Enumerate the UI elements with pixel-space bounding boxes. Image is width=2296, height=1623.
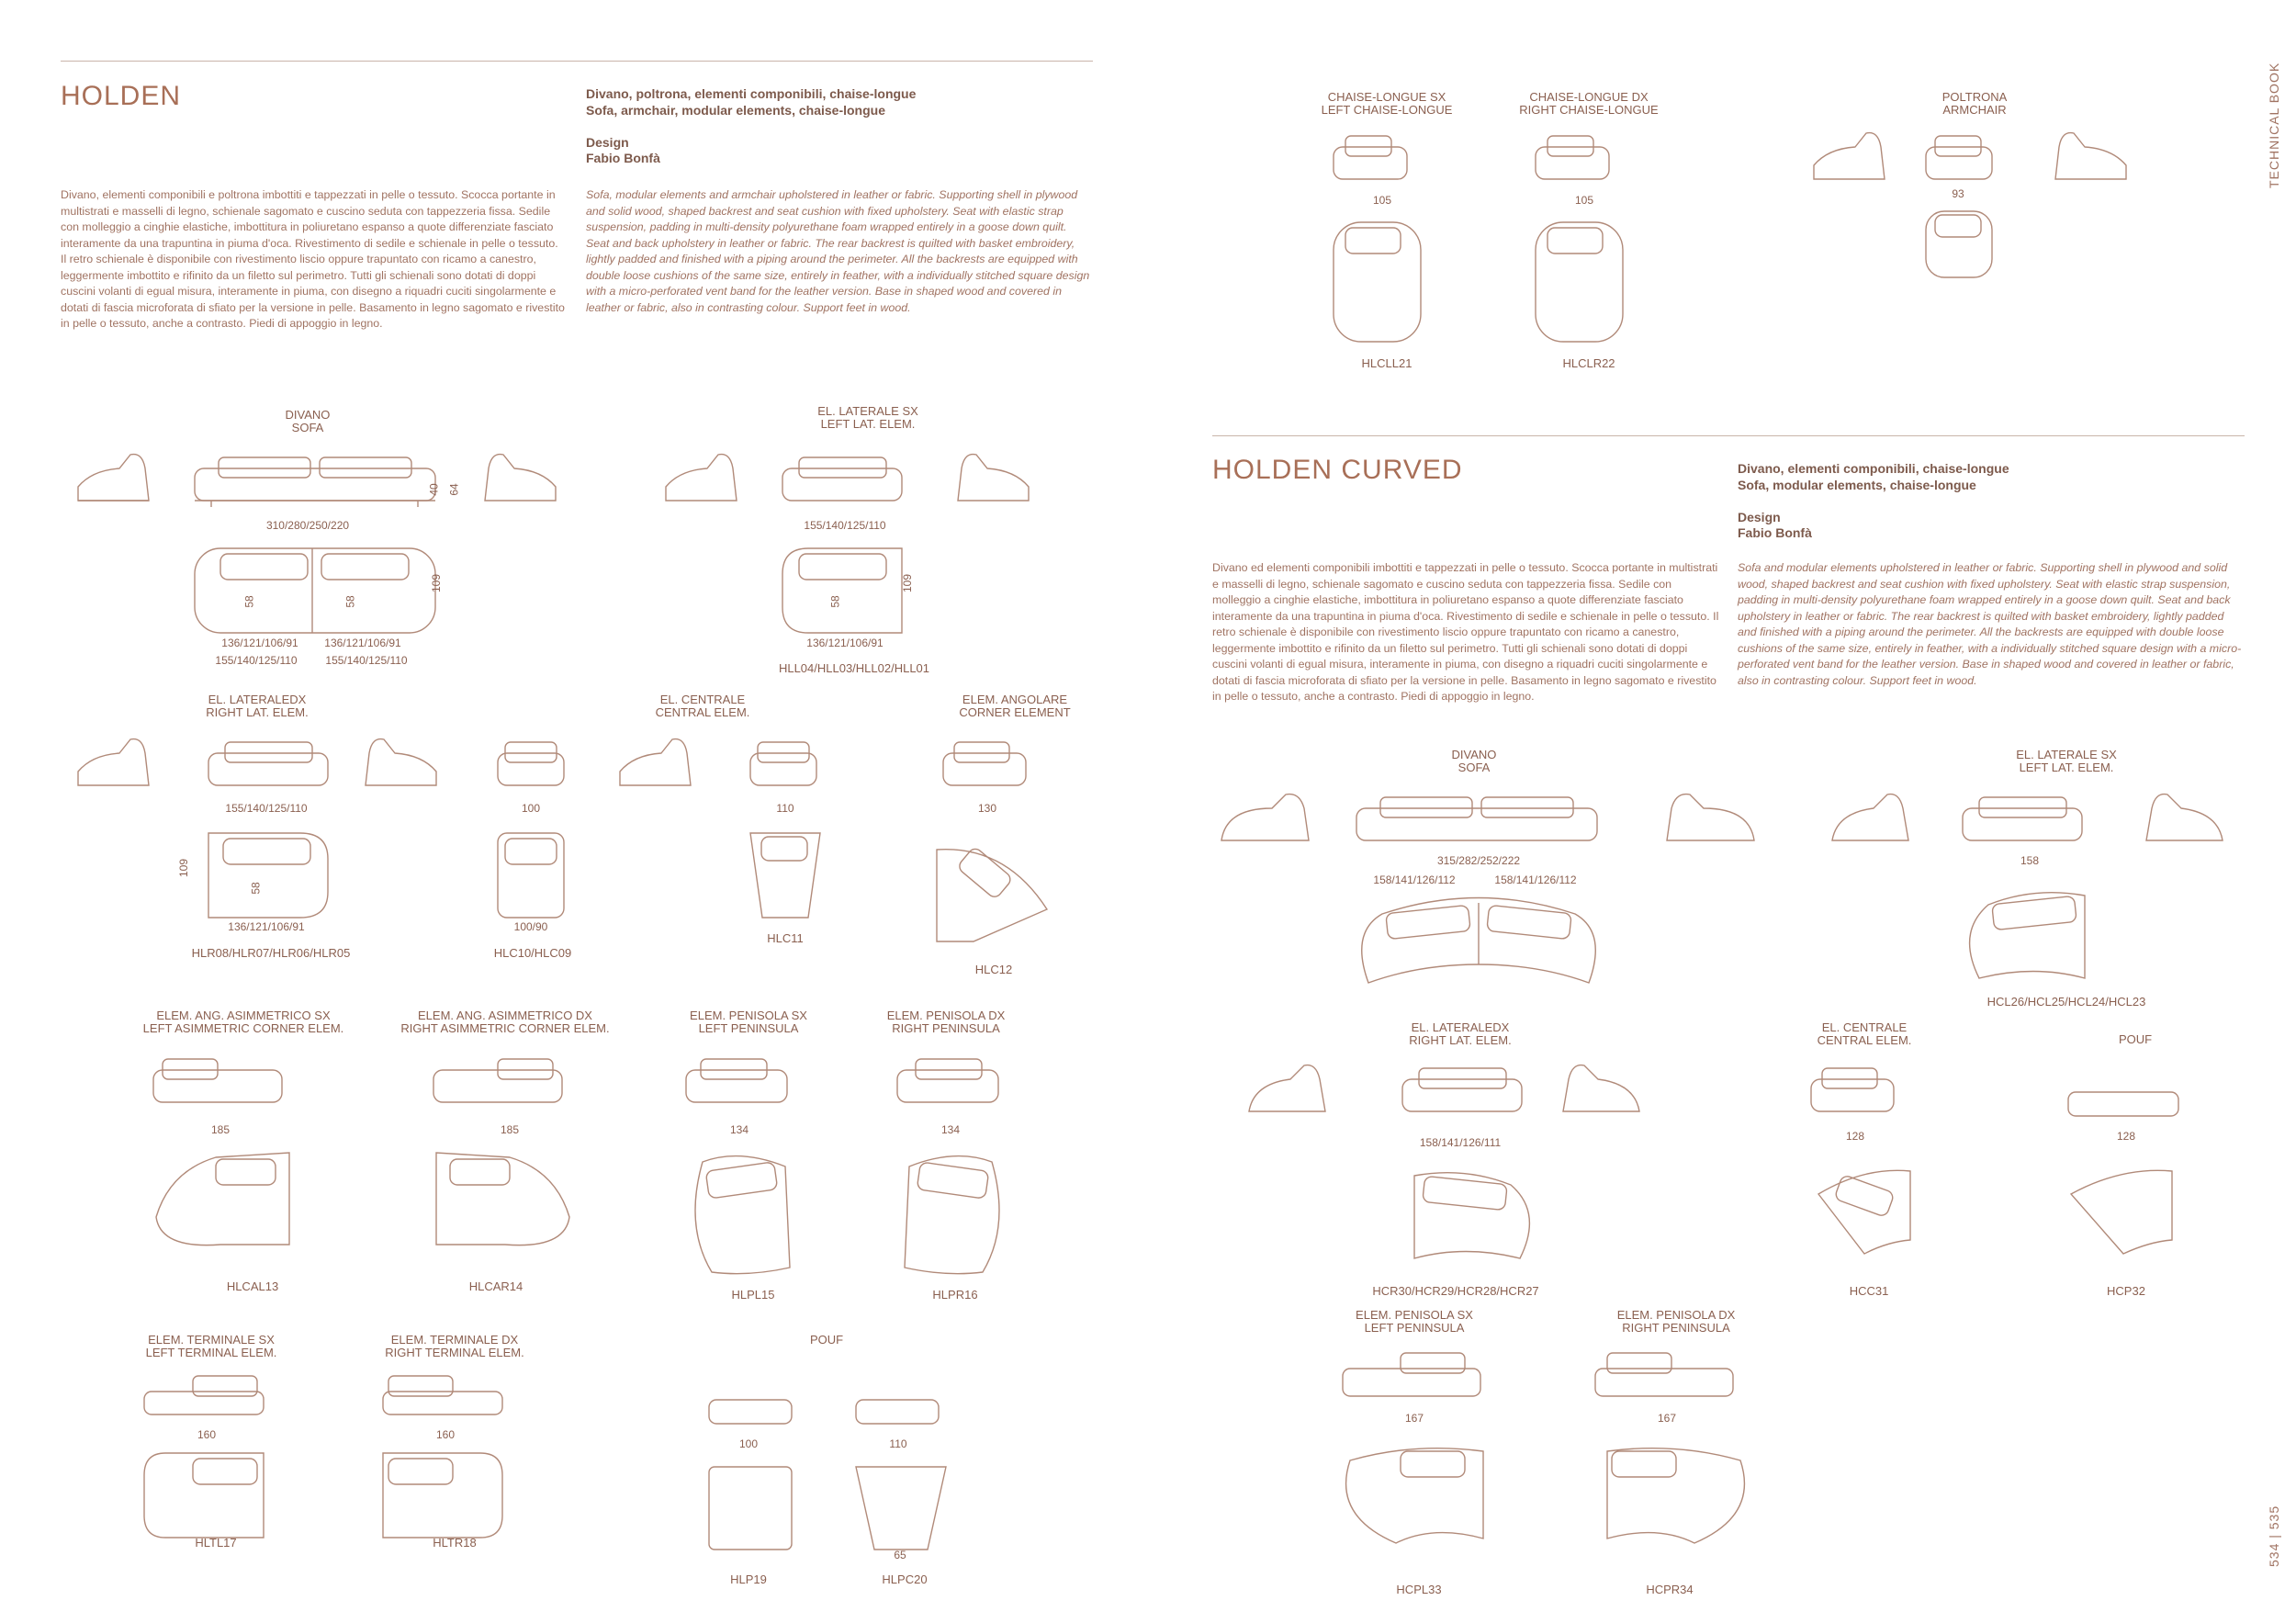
product-title-asym-right: ELEM. ANG. ASIMMETRICO DX RIGHT ASIMMETRIC CORNER ELEM.	[400, 1009, 610, 1035]
product-title-right-lat: EL. LATERALEDX RIGHT LAT. ELEM.	[206, 693, 309, 719]
code-curved-pouf: HCP32	[2107, 1284, 2145, 1298]
curved-left-lat-side-drawing	[1828, 790, 1919, 854]
armchair-front-drawing	[1924, 129, 1998, 193]
curved-sofa-side-drawing	[1217, 790, 1327, 854]
curved-right-lat-plan-drawing	[1401, 1167, 1538, 1268]
dim-curved-sofa-seat-a: 158/141/126/112	[1373, 873, 1456, 886]
design-label: Design	[586, 135, 629, 150]
pouf-wedge-plan-drawing	[854, 1465, 955, 1557]
terminal-left-front-drawing	[142, 1369, 271, 1424]
asym-left-plan-drawing	[152, 1148, 298, 1258]
dim-central-width: 100	[521, 802, 541, 815]
sofa-plan-drawing	[193, 547, 444, 638]
dim-curved-pouf-width: 128	[2116, 1130, 2136, 1143]
code-hlc11: HLC11	[767, 931, 804, 945]
terminal-right-front-drawing	[381, 1369, 510, 1424]
dim-sofa-h64: 64	[447, 483, 461, 496]
peninsula-left-front-drawing	[684, 1052, 794, 1116]
code-peninsula-left: HLPL15	[731, 1288, 775, 1302]
dim-sofa-depth-b: 58	[343, 595, 357, 608]
left-lat-front-drawing	[781, 450, 909, 514]
dim-central-wedge-width: 110	[776, 802, 794, 815]
dim-sofa-seat-b: 136/121/106/91	[324, 637, 401, 649]
code-pouf-wedge: HLPC20	[882, 1572, 928, 1586]
product-title-central: EL. CENTRALE CENTRAL ELEM.	[655, 693, 750, 719]
code-right-lat: HLR08/HLR07/HLR06/HLR05	[191, 946, 351, 960]
armchair-side2-drawing	[2048, 129, 2131, 193]
code-terminal-right: HLTR18	[433, 1536, 477, 1550]
dim-curved-sofa-width: 315/282/252/222	[1436, 854, 1521, 867]
dim-chaise-right-width: 105	[1574, 194, 1594, 207]
curved-left-lat-side2-drawing	[2135, 790, 2227, 854]
page-title-holden-curved: HOLDEN CURVED	[1212, 455, 1463, 485]
designer-name: Fabio Bonfà	[586, 151, 660, 165]
product-title-curved-sofa: DIVANO SOFA	[1451, 748, 1497, 774]
terminal-left-plan-drawing	[142, 1451, 271, 1543]
dim-sofa-depth-109: 109	[430, 573, 444, 593]
code-terminal-left: HLTL17	[195, 1536, 237, 1550]
code-curved-right-lat: HCR30/HCR29/HCR28/HCR27	[1372, 1284, 1539, 1298]
armchair-side-drawing	[1809, 129, 1892, 193]
subtitle-en-curved: Sofa, modular elements, chaise-longue	[1738, 478, 1976, 492]
curved-pouf-front-drawing	[2066, 1088, 2186, 1125]
dim-pouf-110: 110	[889, 1437, 907, 1450]
right-lat-plan-drawing	[207, 831, 335, 923]
left-lat-side2-drawing	[951, 450, 1033, 514]
sofa-side-left-drawing	[73, 450, 156, 514]
dim-curved-peninsula-right-width: 167	[1657, 1412, 1677, 1425]
description-en: Sofa, modular elements and armchair upholstered in leather or fabric. Supporting shell in plywood and solid wood, shaped backrest and seat cushion with fixed upholstery. Seat with elastic strap suspension, padding in multi-density polyurethane foam wrapped entirely in a goose down quilt. Seat and back upholstery in leather or fabric. The rear backrest is quilted with basket embroidery, lightly padded and finished with a piping around the perimeter. All the backrests are equipped with double loose cushions of the same size, entirely in feather, with a individually stitched square design with a micro-perforated vent band for the leather version. Base in shaped wood and covered in leather or fabric, also in contrasting colour. Support feet in wood.	[586, 188, 1090, 314]
curved-central-plan-drawing	[1814, 1167, 1924, 1258]
dim-terminal-left-width: 160	[197, 1428, 217, 1441]
central-front-drawing	[496, 735, 569, 799]
curved-sofa-plan-drawing	[1355, 896, 1603, 997]
curved-left-lat-plan-drawing	[1961, 886, 2099, 987]
product-title-asym-left: ELEM. ANG. ASIMMETRICO SX LEFT ASIMMETRIC CORNER ELEM.	[142, 1009, 344, 1035]
dim-corner-width: 130	[977, 802, 997, 815]
product-title-left-lat: EL. LATERALE SX LEFT LAT. ELEM.	[817, 404, 918, 431]
central-wedge-plan-drawing	[748, 831, 822, 923]
product-title-curved-peninsula-right: ELEM. PENISOLA DX RIGHT PENINSULA	[1616, 1308, 1736, 1335]
product-title-terminal-left: ELEM. TERMINALE SX LEFT TERMINAL ELEM.	[145, 1333, 277, 1359]
dim-terminal-right-width: 160	[435, 1428, 456, 1441]
curved-right-lat-front-drawing	[1401, 1061, 1529, 1125]
code-curved-peninsula-left: HCPL33	[1396, 1583, 1442, 1596]
product-title-chaise-left: CHAISE-LONGUE SX LEFT CHAISE-LONGUE	[1321, 90, 1453, 117]
product-title-armchair: POLTRONA ARMCHAIR	[1941, 90, 2008, 117]
dim-sofa-mod-a: 155/140/125/110	[215, 654, 298, 667]
curved-right-lat-side-drawing	[1244, 1061, 1336, 1125]
code-curved-peninsula-right: HCPR34	[1646, 1583, 1694, 1596]
dim-curved-peninsula-left-width: 167	[1404, 1412, 1424, 1425]
chaise-right-plan-drawing	[1534, 220, 1635, 349]
dim-curved-central-width: 128	[1845, 1130, 1865, 1143]
corner-plan-drawing	[932, 827, 1061, 946]
left-lat-side-drawing	[661, 450, 744, 514]
dim-chaise-left-width: 105	[1372, 194, 1392, 207]
product-title-sofa: DIVANO SOFA	[285, 408, 331, 434]
subtitle-en: Sofa, armchair, modular elements, chaise-longue	[586, 103, 885, 118]
subtitle-it: Divano, poltrona, elementi componibili, chaise-longue	[586, 86, 917, 101]
product-title-curved-pouf: POUF	[2118, 1032, 2153, 1046]
chaise-right-front-drawing	[1534, 129, 1616, 193]
dim-sofa-mod-b: 155/140/125/110	[325, 654, 408, 667]
pouf-wedge-front-drawing	[854, 1396, 946, 1433]
right-lat-side2-drawing	[358, 735, 441, 799]
peninsula-left-plan-drawing	[684, 1153, 804, 1281]
code-chaise-right: HLCLR22	[1562, 356, 1615, 370]
dim-left-lat-109: 109	[901, 573, 915, 593]
code-asym-left: HLCAL13	[226, 1279, 279, 1293]
central-side-drawing	[615, 735, 698, 799]
code-left-lat: HLL04/HLL03/HLL02/HLL01	[778, 661, 930, 675]
product-title-curved-left-lat: EL. LATERALE SX LEFT LAT. ELEM.	[2016, 748, 2117, 774]
product-title-peninsula-right: ELEM. PENISOLA DX RIGHT PENINSULA	[886, 1009, 1006, 1035]
code-asym-right: HLCAR14	[468, 1279, 523, 1293]
armchair-plan-drawing	[1924, 209, 1998, 283]
product-title-curved-peninsula-left: ELEM. PENISOLA SX LEFT PENINSULA	[1356, 1308, 1473, 1335]
left-top-rule	[61, 61, 1093, 62]
page-numbers: 534 | 535	[2267, 1505, 2281, 1567]
product-title-peninsula-left: ELEM. PENISOLA SX LEFT PENINSULA	[690, 1009, 807, 1035]
asym-right-plan-drawing	[432, 1148, 579, 1258]
right-lat-side-drawing	[73, 735, 156, 799]
asym-left-front-drawing	[152, 1052, 289, 1116]
side-label-technical-book: TECHNICAL BOOK	[2267, 62, 2281, 188]
dim-sofa-depth-a: 58	[242, 595, 256, 608]
curved-peninsula-right-plan-drawing	[1593, 1442, 1750, 1552]
corner-front-drawing	[941, 735, 1033, 799]
left-lat-plan-drawing	[781, 547, 909, 638]
dim-pouf-65: 65	[894, 1549, 906, 1561]
dim-right-lat-109: 109	[177, 858, 191, 878]
curved-sofa-side2-drawing	[1649, 790, 1759, 854]
designer-name-curved: Fabio Bonfà	[1738, 525, 1812, 540]
subtitle-it-curved: Divano, elementi componibili, chaise-longue	[1738, 461, 2009, 476]
asym-right-front-drawing	[432, 1052, 569, 1116]
dim-left-lat-width: 155/140/125/110	[804, 519, 886, 532]
curved-central-front-drawing	[1809, 1061, 1901, 1125]
sofa-side-right-drawing	[478, 450, 560, 514]
right-section-rule	[1212, 435, 2245, 436]
dim-left-lat-seat: 136/121/106/91	[806, 637, 884, 649]
peninsula-right-front-drawing	[895, 1052, 1006, 1116]
chaise-left-front-drawing	[1332, 129, 1414, 193]
dim-peninsula-right-width: 134	[940, 1123, 961, 1136]
page-title-holden: HOLDEN	[61, 81, 182, 111]
description-it-curved: Divano ed elementi componibili imbottiti e tappezzati in pelle o tessuto. Scocca portante in multistrati e masselli di legno, schienale sagomato e cuscino seduta con tappezzeria fissa. Sedile con molleggio a cinghie elastiche, imbottitura in poliuretano espanso a quote differenziate fasciato interamente da una trapuntina in piuma d'oca. Rivestimento di sedile e schienale in pelle o tessuto. Il retro schienale è disponibile con rivestimento liscio oppure trapuntato con ricamo a canestro, leggermente imbottito e rifinito da un filetto sul perimetro. Tutti gli schienali sono dotati di doppi cuscini volanti di egual misura, interamente in piuma, con disegno a riquadri cuciti singolarmente e dotati di fascia microforata di sfiato per la versione in pelle. Basamento in legno sagomato e rivestito in pelle o tessuto, anche a contrasto. Piedi di appoggio in legno.	[1212, 561, 1719, 703]
right-lat-front-drawing	[207, 735, 335, 799]
dim-right-lat-58: 58	[249, 882, 263, 895]
dim-central-seat: 100/90	[513, 920, 548, 933]
dim-left-lat-58: 58	[828, 595, 842, 608]
dim-right-lat-width: 155/140/125/110	[225, 802, 308, 815]
curved-peninsula-left-plan-drawing	[1341, 1442, 1497, 1552]
product-title-pouf: POUF	[809, 1333, 844, 1347]
code-peninsula-right: HLPR16	[932, 1288, 978, 1302]
description-en-curved: Sofa and modular elements upholstered in leather or fabric. Supporting shell in plywood and solid wood, shaped backrest and seat cushion with fixed upholstery. Seat with elastic strap suspension, padding in multi-density polyurethane foam wrapped entirely in a goose down quilt. Seat and back upholstery in leather or fabric. The rear backrest is quilted with basket embroidery, lightly padded and finished with a piping around the perimeter. All the backrests are equipped with double loose cushions of the same size, entirely in feather, with a individually stitched square design with a micro-perforated vent band for the leather version. Base in shaped wood and covered in leather or fabric, also in contrasting colour. Support feet in wood.	[1738, 561, 2242, 687]
curved-peninsula-right-front-drawing	[1593, 1346, 1740, 1405]
dim-curved-right-lat-width: 158/141/126/111	[1419, 1136, 1502, 1149]
curved-sofa-front-drawing	[1355, 790, 1603, 854]
curved-left-lat-front-drawing	[1961, 790, 2089, 854]
central-plan-drawing	[496, 831, 569, 923]
description-it: Divano, elementi componibili e poltrona imbottiti e tappezzati in pelle o tessuto. Scocca portante in multistrati e masselli di legno, schienale sagomato e cuscino seduta con tappezzeria fissa. Sedile con molleggio a cinghie elastiche, imbottitura in poliuretano espanso a quote differenziate fasciato interamente da una trapuntina in piuma d'oca. Rivestimento di sedile e schienale in pelle o tessuto. Il retro schienale è disponibile con rivestimento liscio oppure trapuntato con ricamo a canestro, leggermente imbottito e rifinito da un filetto sul perimetro. Tutti gli schienali sono dotati di doppi cuscini volanti di egual misura, interamente in piuma, con disegno a riquadri cuciti singolarmente e dotati di fascia microforata di sfiato per la versione in pelle. Basamento in legno sagomato e rivestito in pelle o tessuto, anche a contrasto. Piedi di appoggio in legno.	[61, 188, 565, 330]
code-curved-central: HCC31	[1849, 1284, 1889, 1298]
product-title-corner: ELEM. ANGOLARE CORNER ELEMENT	[959, 693, 1071, 719]
chaise-left-plan-drawing	[1332, 220, 1433, 349]
product-title-terminal-right: ELEM. TERMINALE DX RIGHT TERMINAL ELEM.	[385, 1333, 524, 1359]
code-pouf: HLP19	[730, 1572, 767, 1586]
peninsula-right-plan-drawing	[891, 1153, 1010, 1281]
product-title-curved-central: EL. CENTRALE CENTRAL ELEM.	[1817, 1020, 1912, 1047]
dim-asym-left-width: 185	[210, 1123, 231, 1136]
design-label-curved: Design	[1738, 510, 1781, 524]
dim-sofa-width: 310/280/250/220	[265, 519, 350, 532]
dim-peninsula-left-width: 134	[729, 1123, 749, 1136]
sofa-front-drawing	[193, 450, 441, 514]
terminal-right-plan-drawing	[381, 1451, 510, 1543]
dim-sofa-h40: 40	[427, 483, 441, 496]
product-title-chaise-right: CHAISE-LONGUE DX RIGHT CHAISE-LONGUE	[1519, 90, 1659, 117]
dim-curved-left-lat-width: 158	[2020, 854, 2040, 867]
central-wedge-front-drawing	[748, 735, 822, 799]
dim-right-lat-seat: 136/121/106/91	[228, 920, 305, 933]
code-corner: HLC12	[974, 963, 1013, 976]
dim-asym-right-width: 185	[500, 1123, 520, 1136]
dim-curved-sofa-seat-b: 158/141/126/112	[1494, 873, 1577, 886]
dim-pouf-100: 100	[738, 1437, 759, 1450]
curved-right-lat-side2-drawing	[1552, 1061, 1644, 1125]
code-curved-left-lat: HCL26/HCL25/HCL24/HCL23	[1986, 995, 2146, 1009]
code-chaise-left: HLCLL21	[1361, 356, 1412, 370]
pouf-plan-drawing	[707, 1465, 799, 1557]
product-title-curved-right-lat: EL. LATERALEDX RIGHT LAT. ELEM.	[1409, 1020, 1512, 1047]
dim-sofa-seat-a: 136/121/106/91	[221, 637, 298, 649]
curved-peninsula-left-front-drawing	[1341, 1346, 1488, 1405]
dim-armchair-width: 93	[1952, 187, 1964, 200]
pouf-front-drawing	[707, 1396, 799, 1433]
curved-pouf-plan-drawing	[2066, 1167, 2186, 1258]
code-central: HLC10/HLC09	[493, 946, 572, 960]
